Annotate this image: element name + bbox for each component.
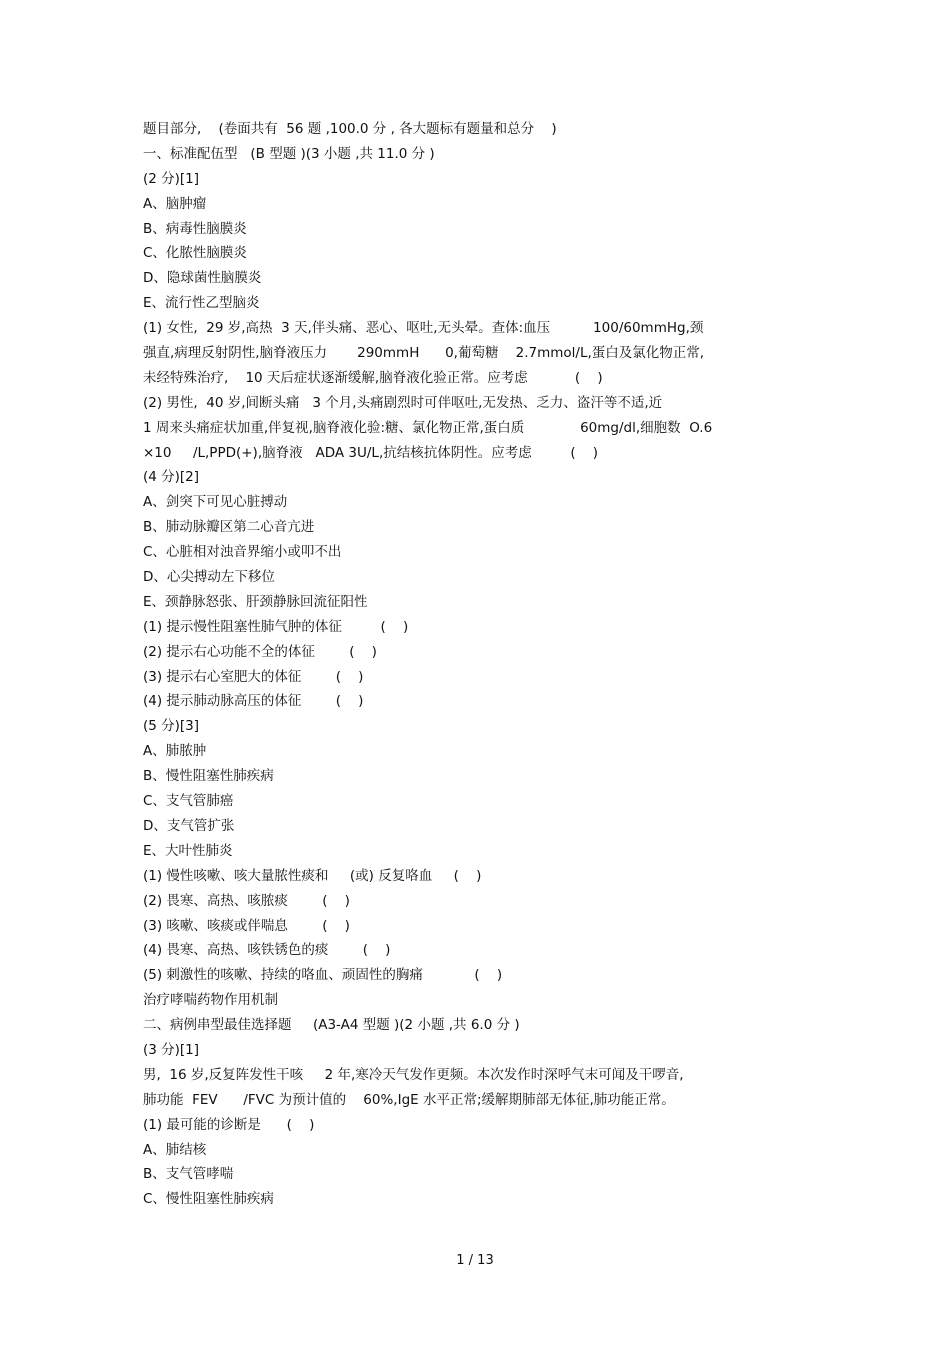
question-text: (4) 畏寒、高热、咳铁锈色的痰 ( ) — [143, 942, 391, 959]
option-e: E、颈静脉怒张、肝颈静脉回流征阳性 — [143, 593, 368, 610]
question-text: ×10 /L,PPD(+),脑脊液 ADA 3U/L,抗结核抗体阴性。应考虑 ( ) — [143, 444, 599, 461]
option-b: B、肺动脉瓣区第二心音亢进 — [143, 519, 315, 536]
option-b: B、病毒性脑膜炎 — [143, 220, 247, 237]
option-c: C、化脓性脑膜炎 — [143, 245, 247, 262]
option-d: D、心尖搏动左下移位 — [143, 569, 275, 586]
question-text: (4) 提示肺动脉高压的体征 ( ) — [143, 693, 364, 710]
option-b: B、支气管哮喘 — [143, 1166, 234, 1183]
section-heading: 二、病例串型最佳选择题 (A3-A4 型题 )(2 小题 ,共 6.0 分 ) — [143, 1017, 520, 1034]
option-e: E、大叶性肺炎 — [143, 842, 233, 859]
option-a: A、肺脓肿 — [143, 743, 207, 760]
question-text: (1) 女性, 29 岁,高热 3 天,伴头痛、恶心、呕吐,无头晕。查体:血压 100/60mmHg,颈 — [143, 320, 704, 337]
option-d: D、隐球菌性脑膜炎 — [143, 270, 262, 287]
question-text: (1) 最可能的诊断是 ( ) — [143, 1116, 315, 1133]
option-a: A、脑肿瘤 — [143, 195, 207, 212]
question-text: (5) 刺激性的咳嗽、持续的咯血、顽固性的胸痛 ( ) — [143, 967, 503, 984]
option-e: E、流行性乙型脑炎 — [143, 295, 260, 312]
question-header: (5 分)[3] — [143, 718, 200, 735]
text-line: 治疗哮喘药物作用机制 — [143, 992, 278, 1009]
question-text: (3) 提示右心室肥大的体征 ( ) — [143, 668, 364, 685]
question-header: (4 分)[2] — [143, 469, 200, 486]
section-heading: 一、标准配伍型 (B 型题 )(3 小题 ,共 11.0 分 ) — [143, 145, 435, 162]
option-c: C、心脏相对浊音界缩小或叩不出 — [143, 544, 342, 561]
question-header: (2 分)[1] — [143, 170, 200, 187]
question-text: (1) 提示慢性阻塞性肺气肿的体征 ( ) — [143, 618, 409, 635]
option-b: B、慢性阻塞性肺疾病 — [143, 768, 274, 785]
page-number: 1 / 13 — [456, 1253, 494, 1268]
question-text: 未经特殊治疗, 10 天后症状逐渐缓解,脑脊液化验正常。应考虑 ( ) — [143, 369, 603, 386]
question-text: (2) 畏寒、高热、咳脓痰 ( ) — [143, 892, 350, 909]
document-body — [143, 117, 843, 1212]
question-text: (3) 咳嗽、咳痰或伴喘息 ( ) — [143, 917, 350, 934]
option-c: C、支气管肺癌 — [143, 793, 234, 810]
question-text: (2) 提示右心功能不全的体征 ( ) — [143, 643, 377, 660]
question-header: (3 分)[1] — [143, 1041, 200, 1058]
text-line: 题目部分, (卷面共有 56 题 ,100.0 分 , 各大题标有题量和总分 ) — [143, 121, 557, 137]
question-text: 男, 16 岁,反复阵发性干咳 2 年,寒冷天气发作更频。本次发作时深呼气末可闻及干啰音, — [143, 1066, 684, 1083]
option-d: D、支气管扩张 — [143, 817, 235, 834]
question-text: (1) 慢性咳嗽、咳大量脓性痰和 (或) 反复咯血 ( ) — [143, 867, 482, 884]
option-a: A、剑突下可见心脏搏动 — [143, 494, 288, 511]
question-text: (2) 男性, 40 岁,间断头痛 3 个月,头痛剧烈时可伴呕吐,无发热、乏力、盗汗等不适,近 — [143, 394, 663, 411]
question-text: 1 周来头痛症状加重,伴复视,脑脊液化验:糖、氯化物正常,蛋白质 60mg/dl,细胞数 O.6 — [143, 419, 713, 436]
question-text: 肺功能 FEV /FVC 为预计值的 60%,IgE 水平正常;缓解期肺部无体征,肺功能正常。 — [143, 1091, 675, 1108]
option-a: A、肺结核 — [143, 1141, 207, 1158]
question-text: 强直,病理反射阴性,脑脊液压力 290mmH 0,葡萄糖 2.7mmol/L,蛋白及氯化物正常, — [143, 345, 705, 362]
option-c: C、慢性阻塞性肺疾病 — [143, 1191, 274, 1208]
